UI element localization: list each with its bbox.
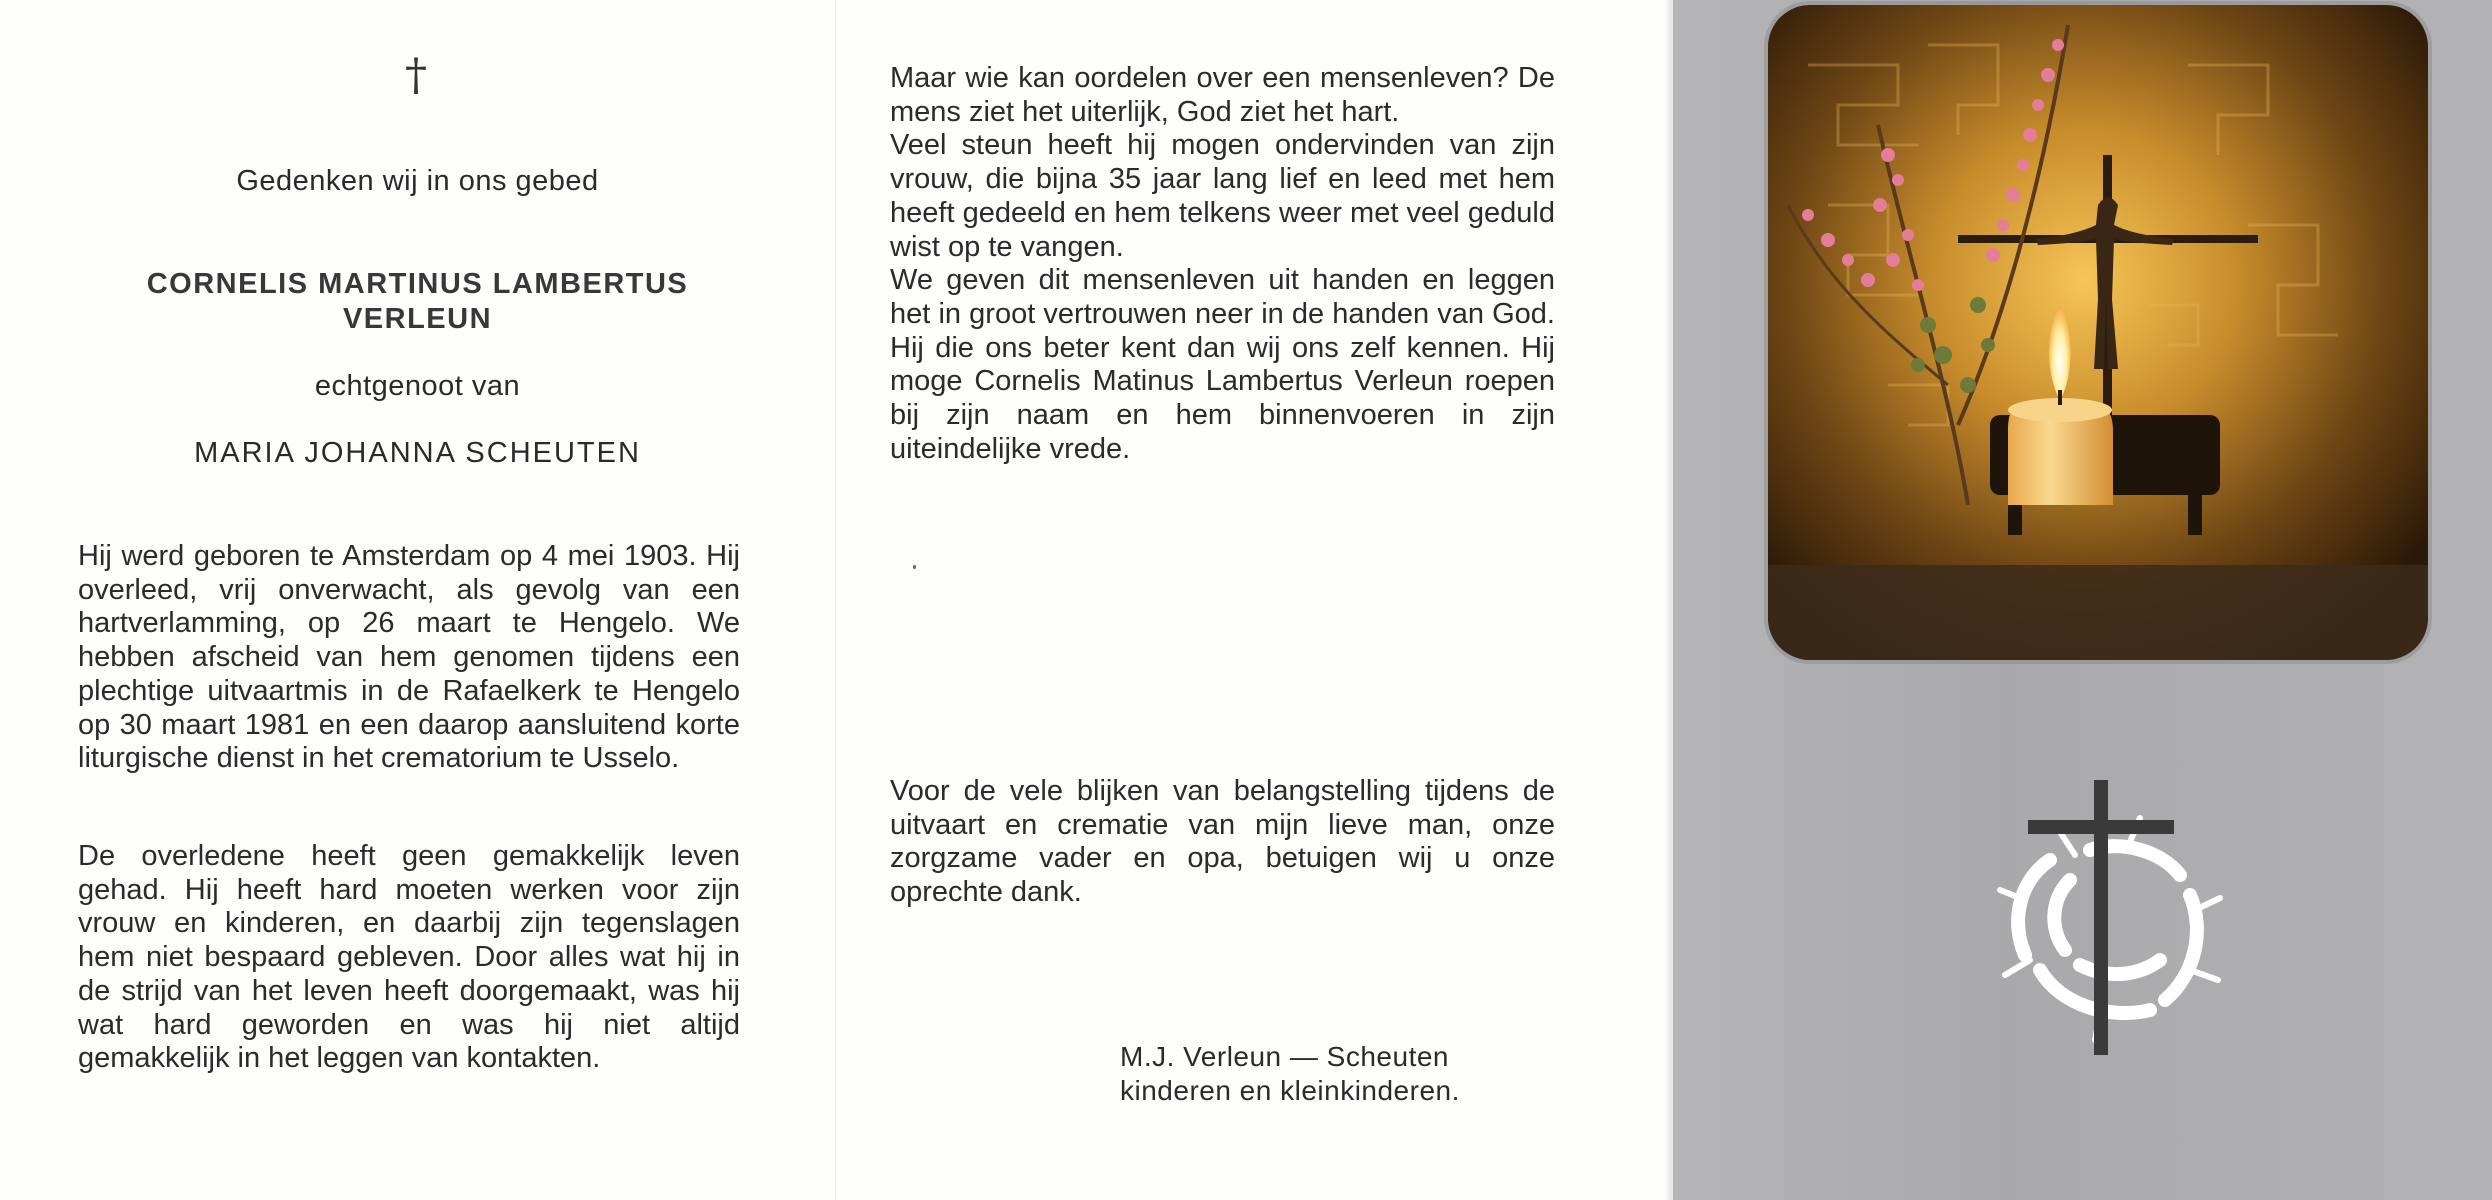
reflection-paragraph-1: Maar wie kan oordelen over een mensenleven? De mens ziet het uiterlijk, God ziet het hart. (890, 62, 1555, 128)
candle-crucifix-photo (1768, 5, 2428, 660)
reflection-paragraph-3: We geven dit mensenleven uit handen en leggen het in groot vertrouwen neer in de handen van God. Hij die ons beter kent dan wij ons zelf kennen. Hij moge Cornelis Matinus Lambertus Verleun roepen bij zijn naam en hem binnenvoeren in zijn uiteindelijke vrede. (890, 264, 1555, 465)
candle-photo-illustration (1768, 5, 2428, 660)
left-page (0, 0, 835, 1200)
cross-icon: † (405, 50, 427, 101)
thanks-paragraph: Voor de vele blijken van belangstelling tijdens de uitvaart en crematie van mijn lieve man, onze zorgzame vader en opa, betuigen wij u onze oprechte dank. (890, 775, 1555, 909)
photo-floor (1768, 565, 2428, 660)
cross-horizontal-bar (2028, 820, 2174, 834)
biography-paragraph: Hij werd geboren te Amsterdam op 4 mei 1903. Hij overleed, vrij onverwacht, als gevolg van een hartverlamming, op 26 maart te Hengelo. We hebben afscheid van hem genomen tijdens een plechtige uitvaartmis in de Rafaelkerk te Hengelo op 30 maart 1981 en een daarop aansluitend korte liturgische dienst in het crematorium te Usselo. (78, 540, 740, 775)
signature (1120, 1040, 1460, 1108)
cross-thorns-icon (1980, 770, 2240, 1060)
spouse-label: echtgenoot van (314, 370, 521, 402)
reflection-paragraph-2: Veel steun heeft hij mogen ondervinden van zijn vrouw, die bijna 35 jaar lang lief en leed met hem heeft gedeeld en hem telkens weer met veel geduld wist op te vangen. (890, 129, 1555, 263)
spouse-name: MARIA JOHANNA SCHEUTEN (194, 437, 641, 469)
signature-line-1: M.J. Verleun — Scheuten (1120, 1041, 1450, 1072)
deceased-name-line2: VERLEUN (342, 303, 493, 335)
deceased-name (0, 267, 835, 337)
reflection-text (890, 62, 1555, 466)
memorial-heading: Gedenken wij in ons gebed (236, 165, 599, 197)
signature-line-2: kinderen en kleinkinderen. (1120, 1075, 1460, 1106)
cross-and-crown-emblem (1980, 770, 2240, 1065)
character-paragraph: De overledene heeft geen gemakkelijk leven gehad. Hij heeft hard moeten werken voor zijn vrouw en kinderen, en daarbij zijn tegenslagen hem niet bespaard gebleven. Door alles wat hij in de strijd van het leven heeft doorgemaakt, was hij wat hard geworden en was hij niet altijd gemakkelijk in het leggen van kontakten. (78, 840, 740, 1075)
deceased-name-line1: CORNELIS MARTINUS LAMBERTUS (146, 268, 689, 300)
print-speck (913, 565, 916, 569)
